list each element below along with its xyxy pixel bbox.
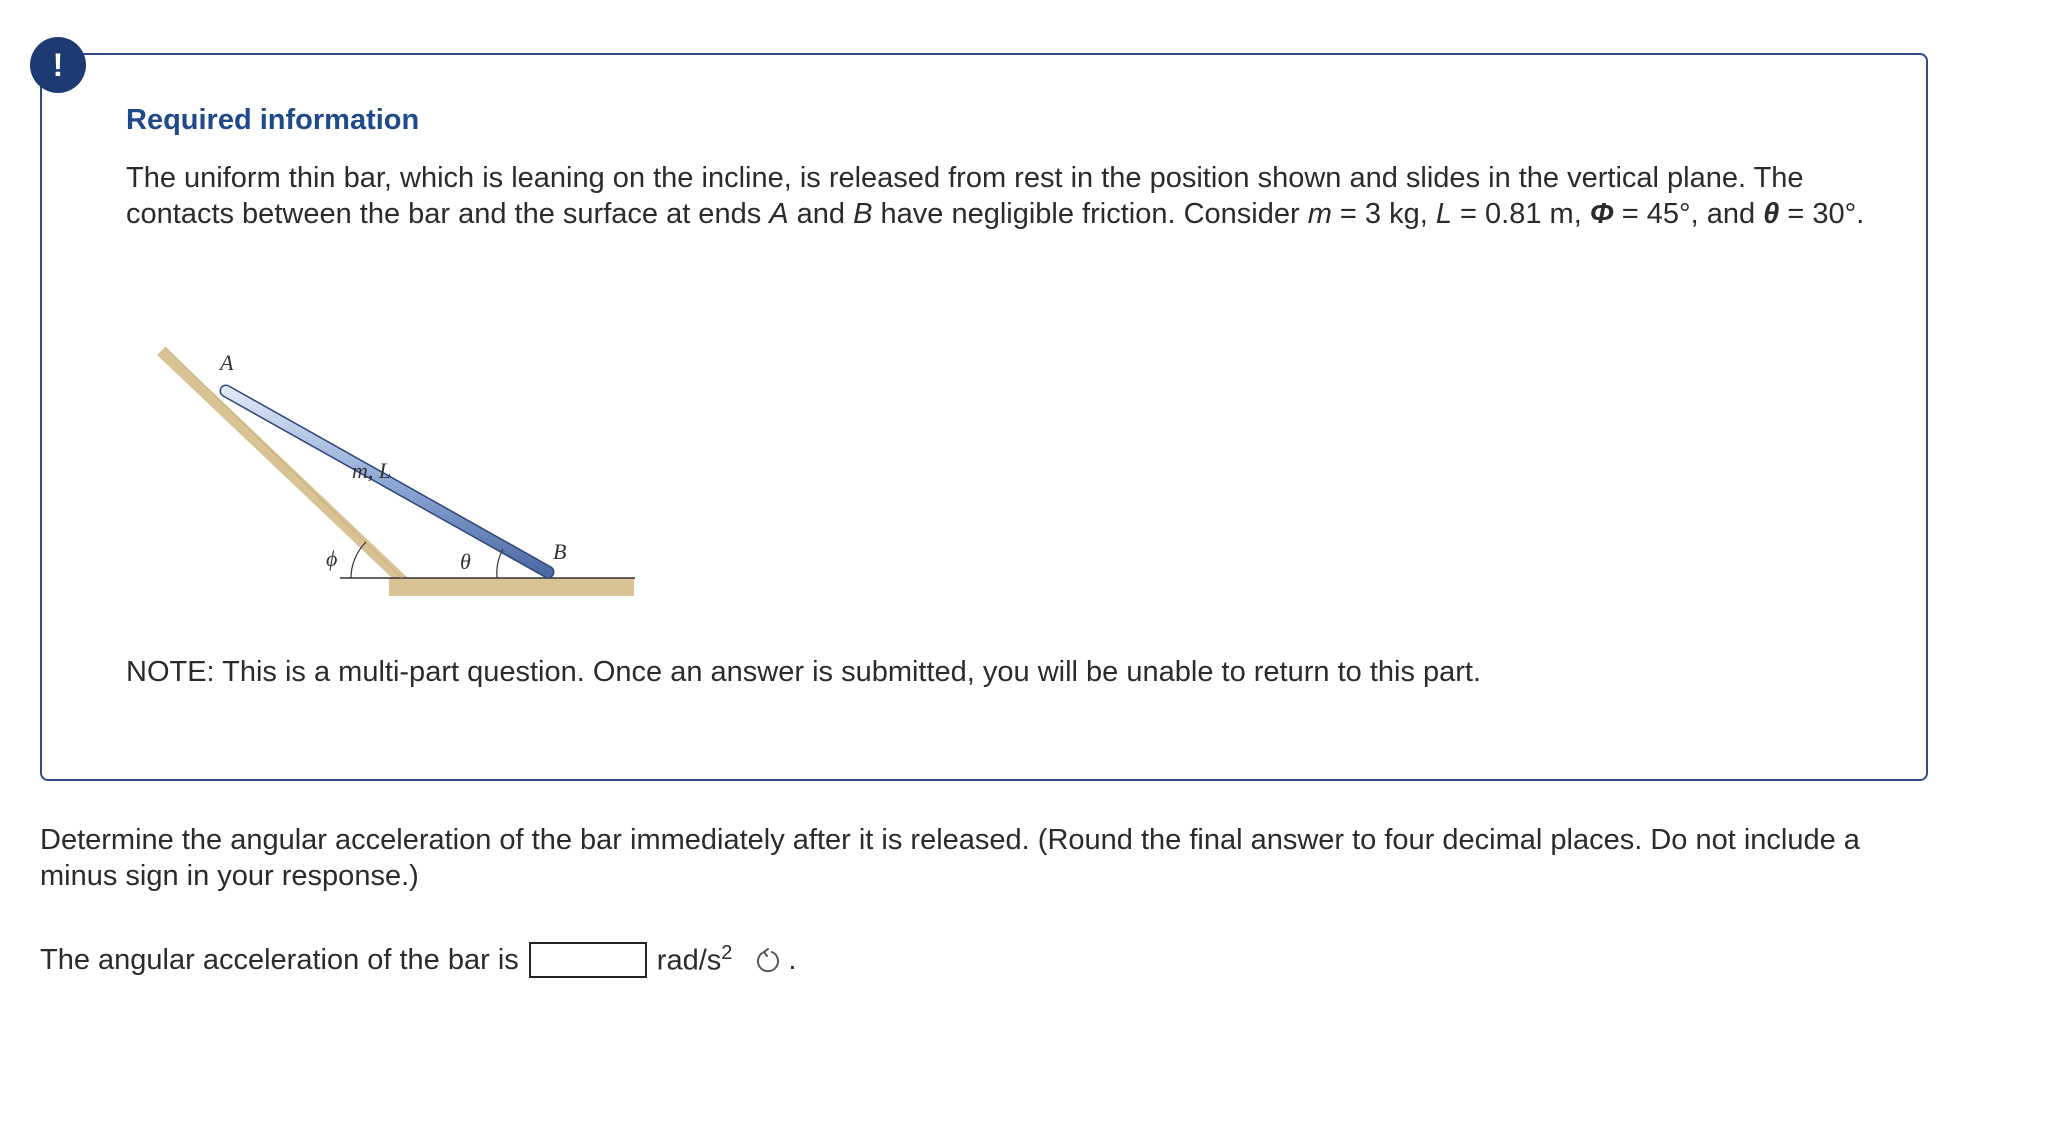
answer-prefix: The angular acceleration of the bar is xyxy=(40,943,519,976)
var-a: A xyxy=(769,198,789,230)
answer-row xyxy=(40,938,796,982)
problem-statement: The uniform thin bar, which is leaning on the incline, is released from rest in the position shown and slides in the vertical plane. The contacts between the bar and the surface at ends A and B have negligible friction. Consider m = 3 kg, L = 0.81 m, Φ = 45°, and θ = 30°. xyxy=(126,162,1865,230)
var-b: B xyxy=(853,198,873,230)
var-theta: θ xyxy=(1763,198,1780,230)
var-l: L xyxy=(1435,198,1452,230)
bar-incline-figure xyxy=(140,330,650,610)
var-phi: Φ xyxy=(1589,198,1614,230)
reset-icon[interactable] xyxy=(754,946,782,974)
label-phi: ϕ xyxy=(326,546,338,571)
label-b: B xyxy=(553,539,567,564)
answer-unit: rad/$s^2$ xyxy=(656,942,733,977)
floor-surface xyxy=(389,578,634,596)
answer-suffix: . xyxy=(788,943,797,976)
label-a: A xyxy=(220,350,234,375)
info-title: Required information xyxy=(126,104,420,136)
label-theta: θ xyxy=(460,549,471,574)
multi-part-note: NOTE: This is a multi-part question. Once an answer is submitted, you will be unable to return to this part. xyxy=(126,656,1482,688)
question-text: Determine the angular acceleration of the bar immediately after it is released. (Round the final answer to four decimal places. Do not include a minus sign in your response.) xyxy=(40,824,1860,892)
angular-acceleration-input[interactable] xyxy=(529,942,647,978)
label-ml: m, L xyxy=(352,458,392,483)
var-m: m xyxy=(1307,198,1332,230)
alert-icon: ! xyxy=(30,37,86,93)
